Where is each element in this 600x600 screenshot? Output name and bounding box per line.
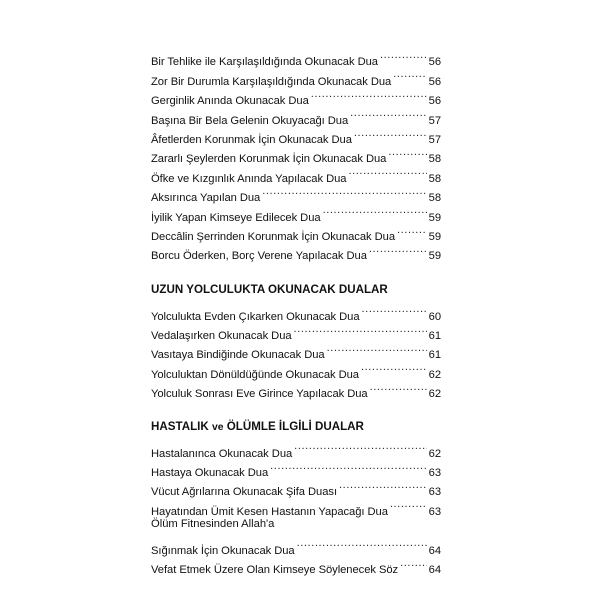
toc-page-number: 59 — [428, 230, 441, 243]
toc-section-2 — [151, 280, 441, 401]
dot-leader — [362, 300, 427, 319]
dot-leader — [369, 240, 427, 259]
dot-leader — [327, 339, 427, 358]
toc-entry-title: Vedalaşırken Okunacak Dua — [151, 330, 292, 343]
toc-entry-title: İyilik Yapan Kimseye Edilecek Dua — [151, 211, 321, 224]
dot-leader — [297, 534, 427, 553]
section-heading-part: ÖLÜMLE İLGİLİ DUALAR — [223, 420, 364, 434]
toc-entry[interactable] — [151, 46, 441, 69]
dot-leader — [397, 221, 427, 240]
toc-page-number: 62 — [428, 368, 441, 381]
section-heading: UZUN YOLCULUKTA OKUNACAK DUALAR — [151, 283, 388, 297]
toc-page-number: 62 — [428, 388, 441, 401]
dot-leader — [388, 143, 426, 162]
toc-page-number: 64 — [428, 563, 441, 576]
toc-entry-title: Öfke ve Kızgınlık Anında Yapılacak Dua — [151, 172, 347, 185]
dot-leader — [393, 65, 426, 84]
dot-leader — [323, 201, 427, 220]
dot-leader — [339, 476, 427, 495]
dot-leader — [294, 437, 426, 456]
dot-leader — [350, 104, 426, 123]
dot-leader — [311, 85, 427, 104]
toc-entry-title: Zararlı Şeylerden Korunmak İçin Okunacak Dua — [151, 153, 387, 166]
dot-leader — [354, 124, 427, 143]
toc-entry-title: Gerginlik Anında Okunacak Dua — [151, 95, 309, 108]
dot-leader — [294, 320, 427, 339]
toc-page-number: 59 — [428, 211, 441, 224]
toc-page-number: 62 — [428, 447, 441, 460]
toc-entry-title: Âfetlerden Korunmak İçin Okunacak Dua — [151, 133, 352, 146]
dot-leader — [370, 378, 427, 397]
toc-entry-title: Hastaya Okunacak Dua — [151, 467, 269, 480]
toc-page-number: 58 — [428, 172, 441, 185]
toc-page-number: 58 — [428, 192, 441, 205]
dot-leader — [380, 46, 427, 65]
toc-page-number: 58 — [428, 153, 441, 166]
toc-entry-title: Bir Tehlike ile Karşılaşıldığında Okunacak Dua — [151, 56, 378, 69]
toc-entry-title: Vefat Etmek Üzere Olan Kimseye Söylenecek Söz — [151, 563, 399, 576]
section-heading — [151, 417, 441, 437]
toc-entry-title: Yolculuk Sonrası Eve Girince Yapılacak Dua — [151, 388, 368, 401]
dot-leader — [400, 554, 427, 573]
toc-entry[interactable] — [151, 534, 441, 557]
dot-leader — [390, 495, 427, 514]
dot-leader — [270, 457, 426, 476]
toc-page-number: 57 — [428, 133, 441, 146]
toc-entry-title: Yolculukta Evden Çıkarken Okunacak Dua — [151, 310, 360, 323]
toc-entry[interactable] — [151, 437, 441, 460]
toc-page-number: 64 — [428, 544, 441, 557]
toc-page-number: 56 — [428, 95, 441, 108]
toc-entry-title: Başına Bir Bela Gelenin Okuyacağı Dua — [151, 114, 349, 127]
toc-page-number: 61 — [428, 330, 441, 343]
toc-page-number: 63 — [428, 486, 441, 499]
toc-section-1 — [151, 46, 441, 263]
toc-entry[interactable] — [151, 300, 441, 323]
section-heading-part: HASTALIK — [151, 420, 212, 434]
toc-entry-title: Yolculuktan Dönüldüğünde Okunacak Dua — [151, 368, 359, 381]
toc-page-number: 63 — [428, 505, 441, 518]
toc-entry-title: Aksırınca Yapılan Dua — [151, 192, 261, 205]
table-of-contents — [151, 46, 441, 576]
toc-entry-title: Deccâlin Şerrinden Korunmak İçin Okunacak Dua — [151, 230, 395, 243]
toc-page-number: 63 — [428, 467, 441, 480]
toc-page-number: 60 — [428, 310, 441, 323]
toc-entry-title: Hayatından Ümit Kesen Hastanın Yapacağı Dua — [151, 505, 388, 518]
section-heading-part: ve — [211, 422, 224, 434]
toc-entry-title: Zor Bir Durumla Karşılaşıldığında Okunacak Dua — [151, 75, 392, 88]
dot-leader — [348, 162, 426, 181]
toc-page-number: 57 — [428, 114, 441, 127]
toc-entry-title: Hastalanınca Okunacak Dua — [151, 447, 293, 460]
toc-entry-title: Sığınmak İçin Okunacak Dua — [151, 544, 295, 557]
toc-page-number: 56 — [428, 56, 441, 69]
toc-entry-first-line[interactable]: Ölüm Fitnesinden Allah'a — [151, 517, 275, 530]
dot-leader — [361, 358, 427, 377]
toc-section-3 — [151, 417, 441, 576]
toc-entry-title: Vasıtaya Bindiğinde Okunacak Dua — [151, 349, 325, 362]
toc-page-number: 61 — [428, 349, 441, 362]
toc-page-number: 59 — [428, 250, 441, 263]
toc-entry-title: Borcu Öderken, Borç Verene Yapılacak Dua — [151, 250, 367, 263]
dot-leader — [262, 182, 426, 201]
toc-entry-title: Vücut Ağrılarına Okunacak Şifa Duası — [151, 486, 338, 499]
toc-page-number: 56 — [428, 75, 441, 88]
